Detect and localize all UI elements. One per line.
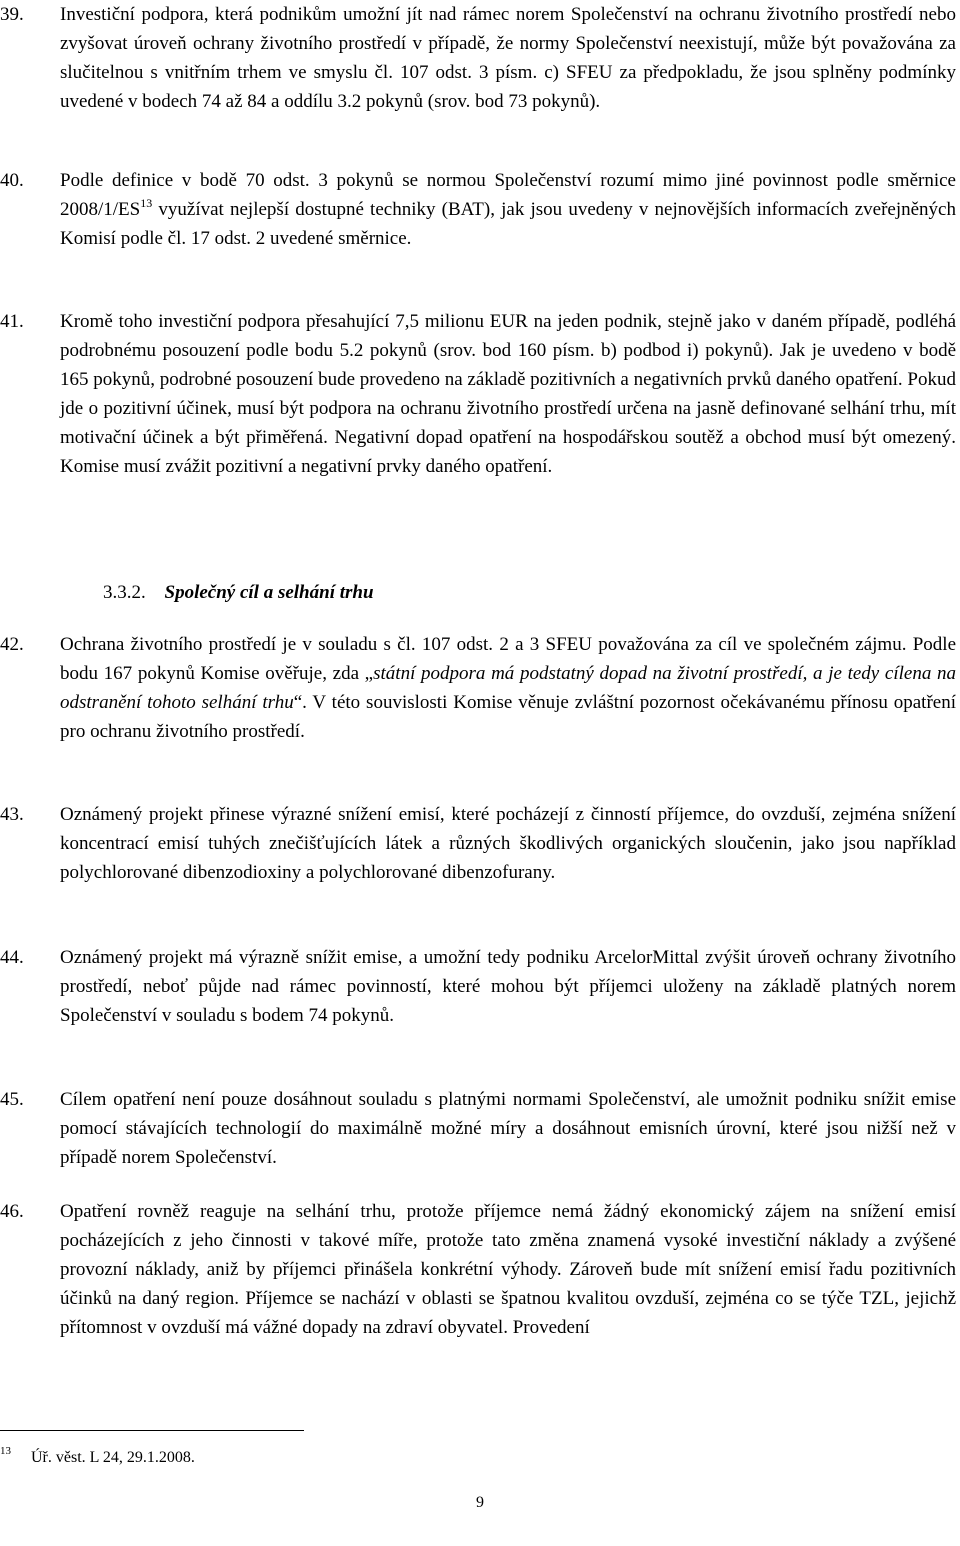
paragraph-44	[0, 943, 956, 1030]
footnote-divider	[0, 1430, 304, 1431]
paragraph-text-cont: “. V této souvislosti Komise věnuje zvláštní pozornost očekávanému přínosu opatření pro ochranu životního prostředí.	[60, 692, 956, 742]
section-heading	[103, 578, 374, 607]
paragraph-39	[0, 0, 956, 116]
paragraph-number: 45.	[0, 1089, 24, 1110]
paragraph-text: Opatření rovněž reaguje na selhání trhu, protože příjemce nemá žádný ekonomický zájem na snížení emisí pocházejících z jeho činnosti v takové míře, protože tato změna znamená vysoké investiční náklady a zvýšené provozní náklady, aniž by příjemci přinášela konkrétní výhody. Zároveň bude mít snížení emisí řadu pozitivních účinků na daný region. Příjemce se nachází v oblasti se špatnou kvalitou ovzduší, zejména co se týče TZL, jejichž přítomnost v ovzduší má vážné dopady na zdraví obyvatel. Provedení	[60, 1201, 956, 1338]
paragraph-number: 46.	[0, 1201, 24, 1222]
footnote-number: 13	[0, 1445, 11, 1457]
quoted-text: státní podpora má podstatný dopad na životní prostředí, a je tedy cílena na odstranění tohoto selhání trhu	[60, 663, 956, 713]
paragraph-text: Kromě toho investiční podpora přesahující 7,5 milionu EUR na jeden podnik, stejně jako v daném případě, podléhá podrobnému posouzení podle bodu 5.2 pokynů (srov. bod 160 písm. b) podbod i) pokynů). Jak je uvedeno v bodě 165 pokynů, podrobné posouzení bude provedeno na základě pozitivních a negativních prvků daného opatření. Pokud jde o pozitivní účinek, musí být podpora na ochranu životního prostředí určena na jasně definované selhání trhu, mít motivační účinek a být přiměřená. Negativní dopad opatření na hospodářskou soutěž a obchod musí být omezený. Komise musí zvážit pozitivní a negativní prvky daného opatření.	[60, 311, 956, 477]
paragraph-text: Oznámený projekt má výrazně snížit emise, a umožní tedy podniku ArcelorMittal zvýšit úroveň ochrany životního prostředí, neboť půjde nad rámec povinností, které mohou být příjemci uloženy na základě platných norem Společenství v souladu s bodem 74 pokynů.	[60, 947, 956, 1026]
paragraph-text: Oznámený projekt přinese výrazné snížení emisí, které pocházejí z činností příjemce, do ovzduší, zejména snížení koncentrací emisí tuhých znečišťujících látek a různých škodlivých organických sloučenin, jako jsou například polychlorované dibenzodioxiny a polychlorované dibenzofurany.	[60, 804, 956, 883]
footnote	[0, 1440, 195, 1469]
paragraph-text-cont: využívat nejlepší dostupné techniky (BAT), jak jsou uvedeny v nejnovějších informacích zveřejněných Komisí podle čl. 17 odst. 2 uvedené směrnice.	[60, 199, 956, 249]
footnote-text: Úř. věst. L 24, 29.1.2008.	[31, 1449, 195, 1466]
paragraph-number: 44.	[0, 947, 24, 968]
paragraph-text: Ochrana životního prostředí je v souladu s čl. 107 odst. 2 a 3 SFEU považována za cíl ve společném zájmu. Podle bodu 167 pokynů Komise ověřuje, zda „	[60, 634, 956, 684]
paragraph-number: 43.	[0, 804, 24, 825]
paragraph-number: 41.	[0, 311, 24, 332]
paragraph-40	[0, 166, 956, 253]
page-number: 9	[476, 1494, 484, 1511]
paragraph-number: 39.	[0, 4, 24, 25]
paragraph-41	[0, 307, 956, 481]
footnote-reference[interactable]: 13	[140, 196, 153, 210]
paragraph-number: 42.	[0, 634, 24, 655]
paragraph-43	[0, 800, 956, 887]
paragraph-46	[0, 1197, 956, 1342]
section-number: 3.3.2.	[103, 582, 146, 603]
paragraph-text: Investiční podpora, která podnikům umožní jít nad rámec norem Společenství na ochranu životního prostředí nebo zvyšovat úroveň ochrany životního prostředí v případě, že normy Společenství neexistují, může být považována za slučitelnou s vnitřním trhem ve smyslu čl. 107 odst. 3 písm. c) SFEU za předpokladu, že jsou splněny podmínky uvedené v bodech 74 až 84 a oddílu 3.2 pokynů (srov. bod 73 pokynů).	[60, 4, 956, 112]
paragraph-number: 40.	[0, 170, 24, 191]
section-title: Společný cíl a selhání trhu	[164, 582, 374, 603]
paragraph-text: Cílem opatření není pouze dosáhnout souladu s platnými normami Společenství, ale umožnit podniku snížit emise pomocí stávajících technologií do maximálně možné míry a dosáhnout emisních úrovní, které jsou nižší než v případě norem Společenství.	[60, 1089, 956, 1168]
paragraph-text: Podle definice v bodě 70 odst. 3 pokynů se normou Společenství rozumí mimo jiné povinnost podle směrnice 2008/1/ES	[60, 170, 956, 220]
paragraph-45	[0, 1085, 956, 1172]
paragraph-42	[0, 630, 956, 746]
